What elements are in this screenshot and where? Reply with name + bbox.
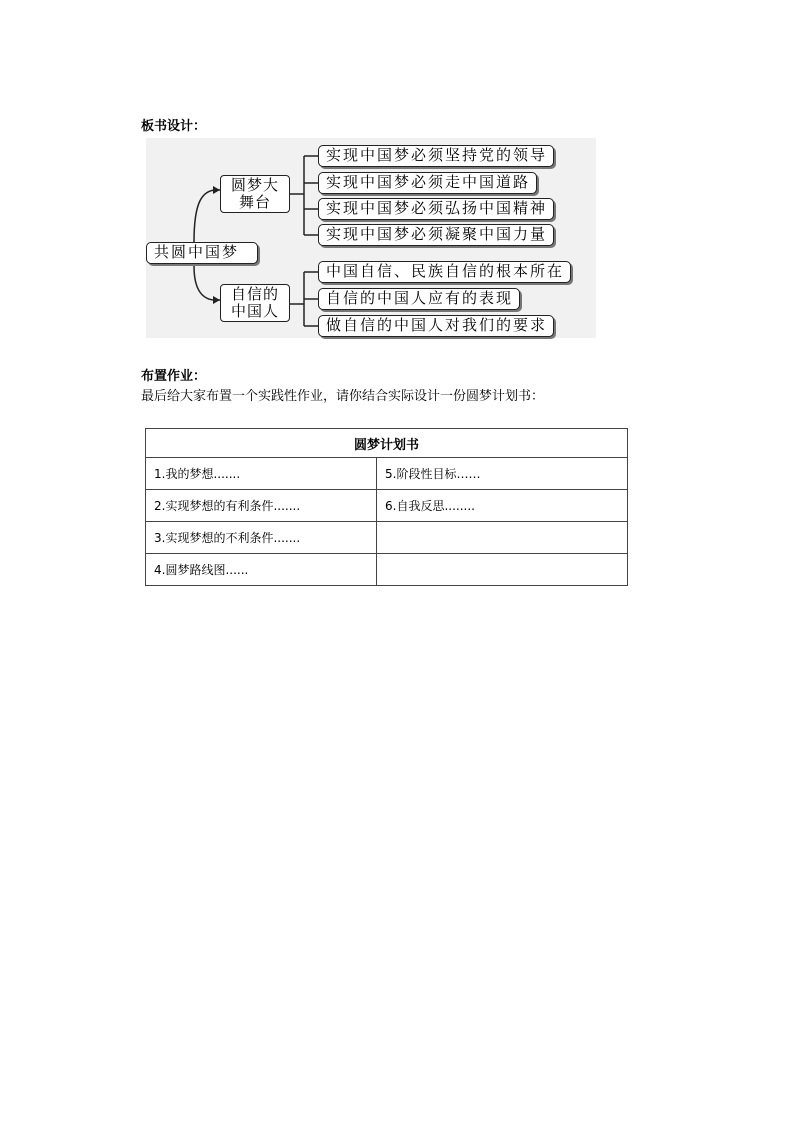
connector-root-branch-2 (194, 266, 220, 300)
table-cell: 4.圆梦路线图...... (146, 554, 377, 586)
table-row (146, 554, 628, 586)
branch-1-item: 实现中国梦必须凝聚中国力量 (318, 224, 554, 246)
mind-map (146, 138, 596, 338)
connector-branch-2 (290, 272, 318, 326)
branch-1-item: 实现中国梦必须走中国道路 (318, 172, 537, 194)
table-row (146, 490, 628, 522)
branch-1-label-line-2: 舞台 (238, 193, 271, 211)
table-row (146, 522, 628, 554)
table-cell: 6.自我反思........ (377, 490, 628, 522)
arrow-branch-1 (213, 186, 220, 194)
branch-1-item: 实现中国梦必须弘扬中国精神 (318, 198, 554, 220)
arrow-branch-2 (213, 296, 220, 304)
branch-2-label-line-1: 自信的 (230, 285, 279, 303)
table-cell: 3.实现梦想的不利条件....... (146, 522, 377, 554)
plan-table-title: 圆梦计划书 (146, 429, 628, 458)
table-cell: 2.实现梦想的有利条件....... (146, 490, 377, 522)
connector-branch-1 (290, 156, 318, 235)
connector-root-branch-1 (194, 190, 220, 242)
branch-2-item: 自信的中国人应有的表现 (318, 288, 520, 310)
homework-text: 最后给大家布置一个实践性作业，请你结合实际设计一份圆梦计划书： (141, 389, 545, 404)
table-cell (377, 554, 628, 586)
table-cell: 5.阶段性目标…… (377, 458, 628, 490)
plan-table (145, 428, 628, 586)
board-design-heading: 板书设计： (141, 119, 207, 134)
branch-1-label (220, 175, 290, 213)
table-cell: 1.我的梦想....... (146, 458, 377, 490)
branch-2-item: 中国自信、民族自信的根本所在 (318, 261, 571, 283)
branch-2-label (220, 284, 290, 322)
branch-1-item: 实现中国梦必须坚持党的领导 (318, 145, 554, 167)
homework-heading: 布置作业： (141, 369, 207, 384)
branch-2-label-line-2: 中国人 (230, 302, 279, 320)
branch-1-label-line-1: 圆梦大 (230, 176, 279, 194)
table-cell (377, 522, 628, 554)
mind-map-root: 共圆中国梦 (146, 242, 258, 264)
table-row (146, 458, 628, 490)
branch-2-item: 做自信的中国人对我们的要求 (318, 315, 554, 337)
